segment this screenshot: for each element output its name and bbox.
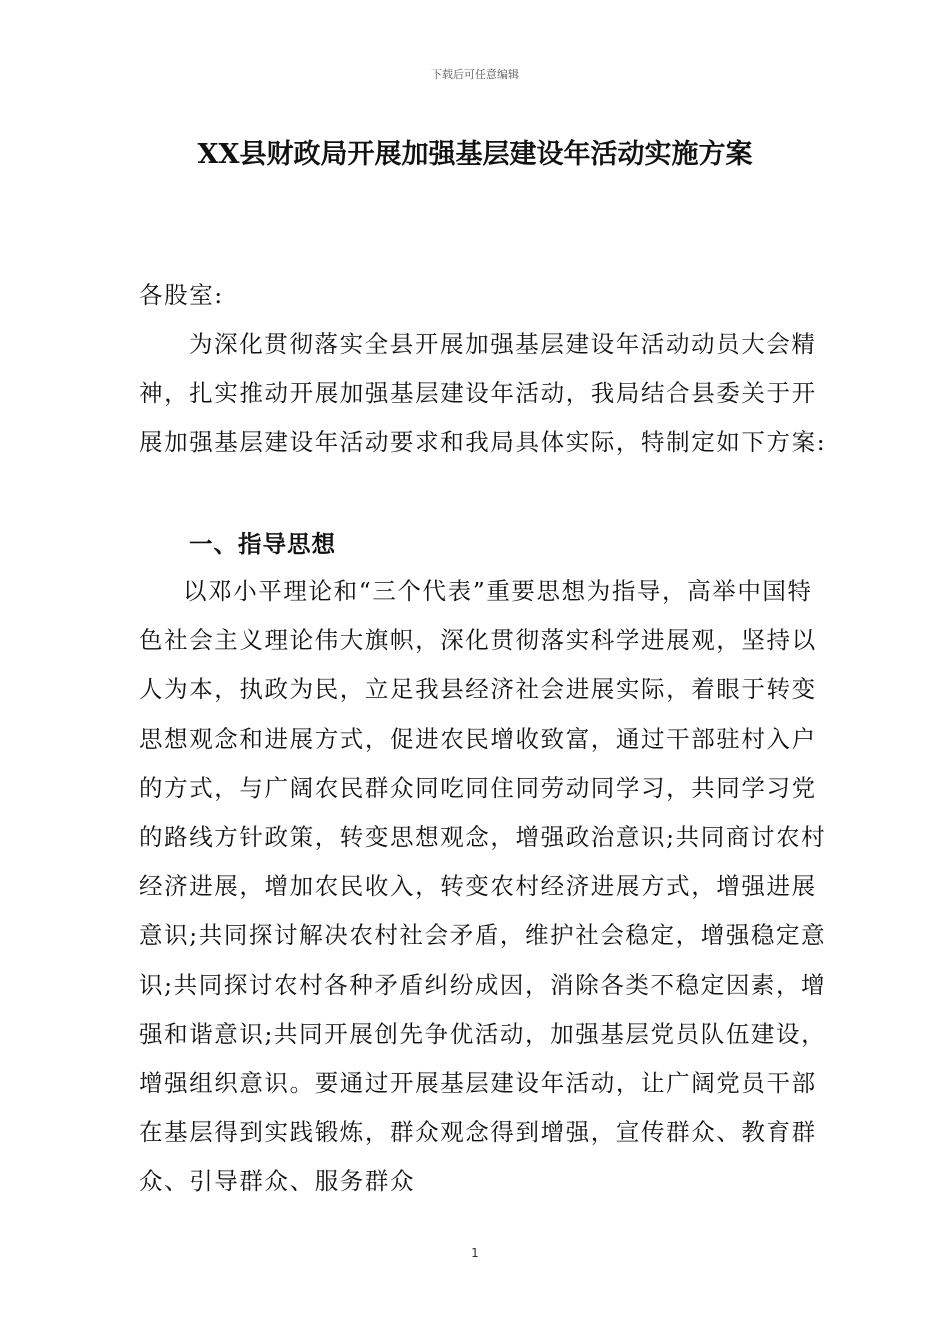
salutation: 各股室: — [139, 281, 224, 309]
guiding-ideology-paragraph: 以邓小平理论和“三个代表”重要思想为指导，高举中国特色社会主义理论伟大旗帜，深化贯彻落实科学进展观，坚持以人为本，执政为民，立足我县经济社会进展实际，着眼于转变思想观念和进展方式，促进农民增收致富，通过干部驻村入户的方式，与广阔农民群众同吃同住同劳动同学习，共同学习党的路线方针政策，转变思想观念，增强政治意识;共同商讨农村经济进展，增加农民收入，转变农村经济进展方式，增强进展意识;共同探讨解决农村社会矛盾，维护社会稳定，增强稳定意识;共同探讨农村各种矛盾纠纷成因，消除各类不稳定因素，增强和谐意识;共同开展创先争优活动，加强基层党员队伍建设，增强组织意识。要通过开展基层建设年活动，让广阔党员干部在基层得到实践锻炼，群众观念得到增强，宣传群众、教育群众、引导群众、服务群众 — [139, 577, 827, 1196]
page-number: 1 — [471, 1246, 479, 1260]
document-title: XX县财政局开展加强基层建设年活动实施方案 — [197, 139, 753, 170]
header-note: 下载后可任意编辑 — [431, 68, 519, 81]
section-heading-guiding-ideology: 一、指导思想 — [189, 530, 336, 558]
intro-paragraph: 为深化贯彻落实全县开展加强基层建设年活动动员大会精神，扎实推动开展加强基层建设年活动，我局结合县委关于开展加强基层建设年活动要求和我局具体实际，特制定如下方案: — [139, 330, 827, 457]
